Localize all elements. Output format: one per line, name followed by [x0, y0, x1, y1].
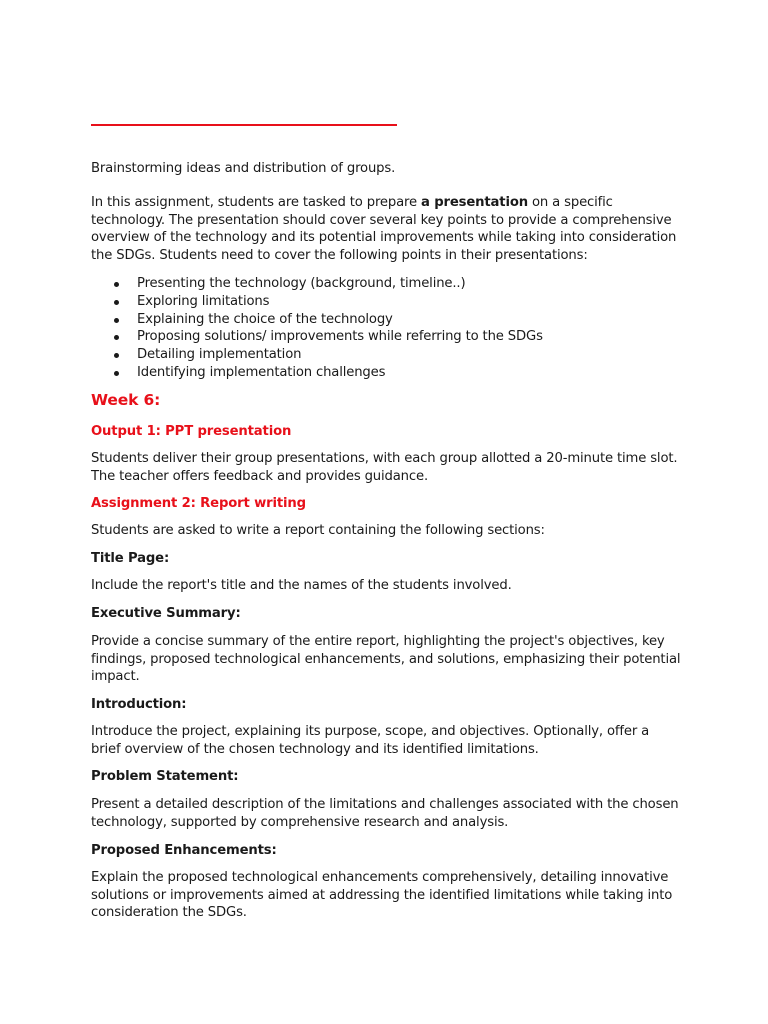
output-paragraph: Students deliver their group presentations, with each group allotted a 20-minute time slot. The teacher offers feedback and provides guidance. — [91, 451, 678, 484]
assignment-heading: Assignment 2: Report writing — [91, 496, 306, 511]
list-item — [91, 311, 681, 329]
list-item-text: Identifying implementation challenges — [137, 364, 386, 380]
list-item-text: Presenting the technology (background, timeline..) — [137, 276, 466, 291]
introduction-heading: Introduction: — [91, 697, 187, 712]
executive-summary-paragraph: Provide a concise summary of the entire report, highlighting the project's objectives, key findings, proposed technological enhancements, and solutions, emphasizing their potential impact. — [91, 634, 681, 685]
list-item — [91, 346, 681, 364]
problem-statement-paragraph: Present a detailed description of the limitations and challenges associated with the chosen technology, supported by comprehensive research and analysis. — [91, 797, 679, 830]
list-item — [91, 364, 681, 382]
intro-paragraph-start: In this assignment, students are tasked to prepare — [91, 195, 422, 210]
intro-paragraph-bold: a presentation — [421, 195, 528, 210]
list-item-text: Detailing implementation — [137, 347, 302, 363]
presentation-points-list — [91, 275, 681, 382]
intro-paragraph — [91, 194, 681, 264]
week-heading: Week 6: — [91, 391, 161, 409]
list-item-text: Explaining the choice of the technology — [137, 311, 393, 327]
list-item — [91, 293, 681, 311]
problem-statement-heading: Problem Statement: — [91, 769, 239, 784]
proposed-enhancements-heading: Proposed Enhancements: — [91, 843, 277, 858]
intro-paragraph-end: on a specific technology. The presentation should cover several key points to provide a comprehensive overview of the technology and its potential improvements while taking into consideration the SDGs. Students need to cover the following points in their presentations: — [91, 195, 677, 263]
bullet-icon — [114, 353, 119, 358]
title-page-heading: Title Page: — [91, 551, 170, 566]
list-item — [91, 328, 681, 346]
list-item-text: Exploring limitations — [137, 293, 270, 309]
assignment-paragraph: Students are asked to write a report containing the following sections: — [91, 523, 545, 538]
bullet-icon — [114, 371, 119, 376]
list-item — [91, 275, 681, 293]
executive-summary-heading: Executive Summary: — [91, 606, 241, 621]
title-page-paragraph: Include the report's title and the names of the students involved. — [91, 578, 512, 593]
bullet-icon — [114, 318, 119, 323]
bullet-icon — [114, 300, 119, 305]
output-heading: Output 1: PPT presentation — [91, 424, 292, 439]
intro-line: Brainstorming ideas and distribution of groups. — [91, 161, 396, 176]
bullet-icon — [114, 335, 119, 340]
introduction-paragraph: Introduce the project, explaining its purpose, scope, and objectives. Optionally, offer a brief overview of the chosen technology and its identified limitations. — [91, 724, 650, 757]
bullet-icon — [114, 282, 119, 287]
red-divider-line — [91, 124, 397, 126]
list-item-text: Proposing solutions/ improvements while referring to the SDGs — [137, 329, 543, 345]
proposed-enhancements-paragraph: Explain the proposed technological enhancements comprehensively, detailing innovative solutions or improvements aimed at addressing the identified limitations while taking into consideration the SDGs. — [91, 870, 673, 921]
